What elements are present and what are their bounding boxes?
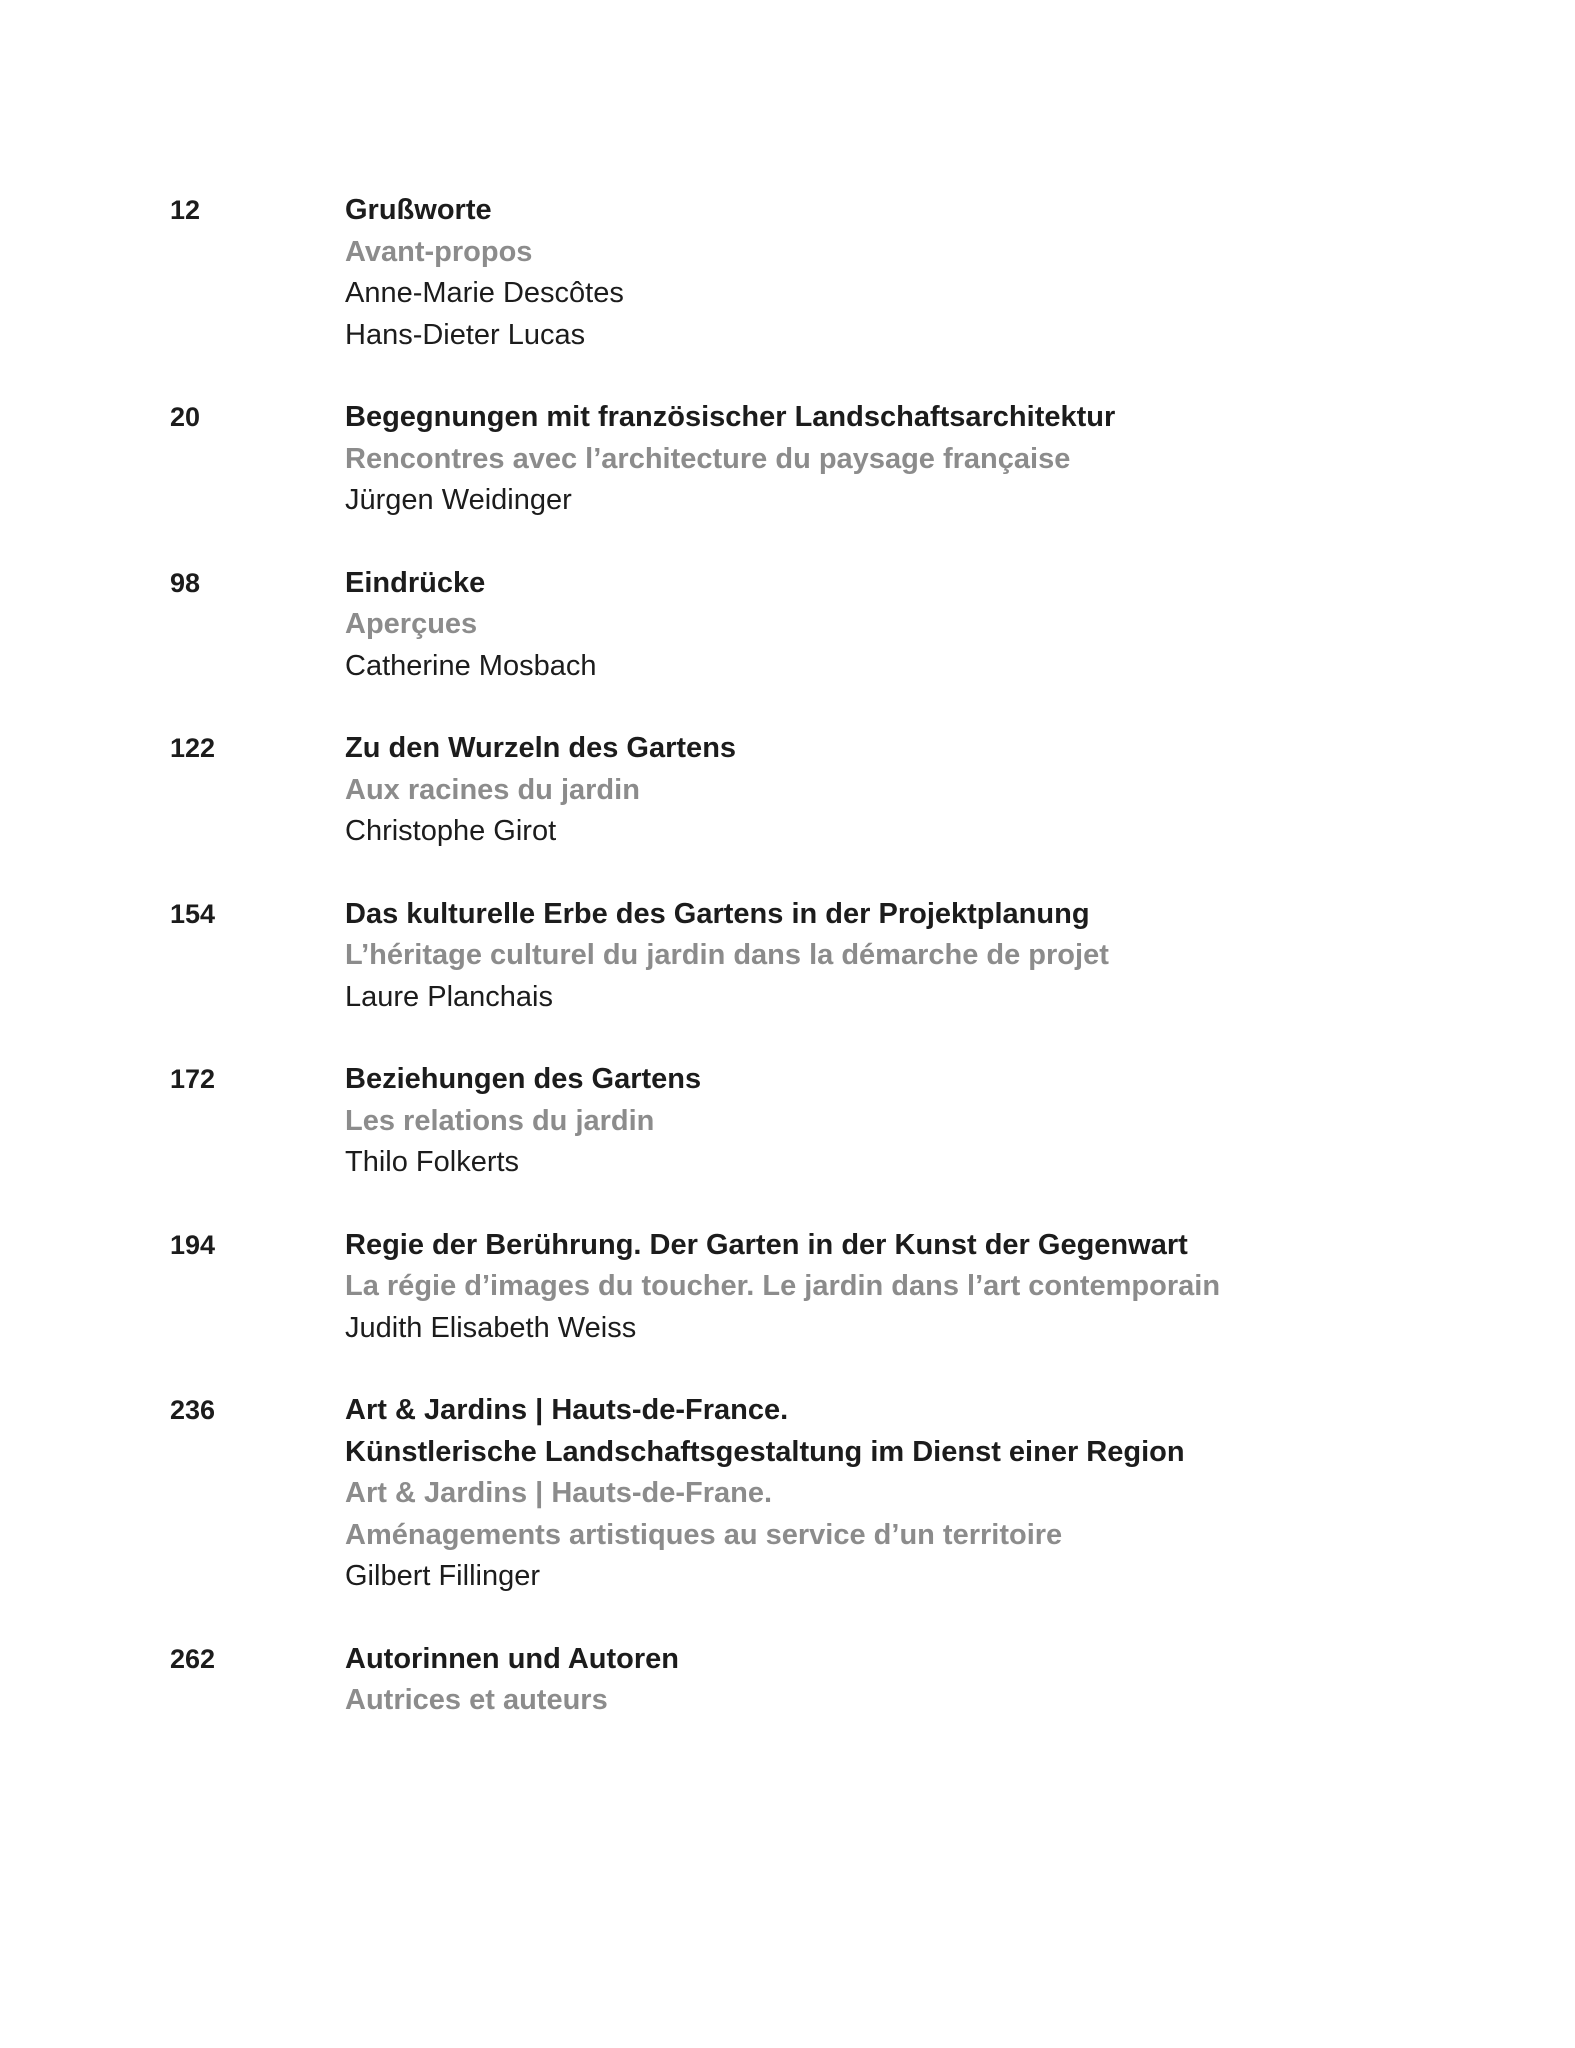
page-number: 172 bbox=[170, 1064, 216, 1094]
german-title: Art & Jardins | Hauts-de-France. bbox=[345, 1394, 789, 1426]
german-title: Zu den Wurzeln des Gartens bbox=[345, 732, 737, 764]
entry-body bbox=[345, 563, 1470, 688]
french-title: Avant-propos bbox=[345, 235, 533, 268]
french-title: Art & Jardins | Hauts-de-Frane. bbox=[345, 1477, 773, 1509]
entry-body bbox=[345, 190, 1470, 356]
french-subtitle: Aménagements artistiques au service d’un territoire bbox=[345, 1518, 1063, 1551]
german-title: Begegnungen mit französischer Landschaftsarchitektur bbox=[345, 401, 1116, 433]
page-number: 194 bbox=[170, 1229, 216, 1260]
entry-body bbox=[345, 1059, 1470, 1184]
entry-body bbox=[345, 1639, 1470, 1722]
author-name: Thilo Folkerts bbox=[345, 1146, 520, 1178]
german-subtitle: Künstlerische Landschaftsgestaltung im Dienst einer Region bbox=[345, 1435, 1185, 1468]
toc-entry[interactable] bbox=[170, 190, 1470, 356]
german-title: Autorinnen und Autoren bbox=[345, 1642, 679, 1675]
author-name: Christophe Girot bbox=[345, 815, 557, 847]
entry-body bbox=[345, 1225, 1470, 1350]
toc-entry[interactable] bbox=[170, 1390, 1470, 1598]
german-title: Regie der Berührung. Der Garten in der Kunst der Gegenwart bbox=[345, 1228, 1188, 1261]
table-of-contents bbox=[170, 190, 1470, 1763]
toc-entry[interactable] bbox=[170, 563, 1470, 688]
page-number: 154 bbox=[170, 898, 216, 929]
author-name: Hans-Dieter Lucas bbox=[345, 318, 586, 351]
french-title: La régie d’images du toucher. Le jardin dans l’art contemporain bbox=[345, 1270, 1221, 1302]
german-title: Grußworte bbox=[345, 194, 492, 226]
german-title: Beziehungen des Gartens bbox=[345, 1063, 702, 1095]
french-title: Les relations du jardin bbox=[345, 1104, 655, 1137]
entry-body bbox=[345, 397, 1470, 522]
page-number: 20 bbox=[170, 402, 201, 432]
french-title: Aperçues bbox=[345, 608, 478, 640]
page-number: 98 bbox=[170, 567, 201, 598]
page-number: 262 bbox=[170, 1643, 216, 1674]
author-name: Catherine Mosbach bbox=[345, 649, 597, 682]
author-name: Judith Elisabeth Weiss bbox=[345, 1311, 637, 1344]
toc-entry[interactable] bbox=[170, 397, 1470, 522]
page-number: 236 bbox=[170, 1395, 216, 1425]
french-title: L’héritage culturel du jardin dans la démarche de projet bbox=[345, 939, 1109, 971]
author-name: Jürgen Weidinger bbox=[345, 484, 572, 516]
entry-body bbox=[345, 894, 1470, 1019]
french-title: Autrices et auteurs bbox=[345, 1684, 608, 1716]
entry-body bbox=[345, 728, 1470, 853]
toc-entry[interactable] bbox=[170, 1225, 1470, 1350]
author-name: Anne-Marie Descôtes bbox=[345, 277, 624, 309]
french-title: Aux racines du jardin bbox=[345, 773, 640, 806]
toc-entry[interactable] bbox=[170, 894, 1470, 1019]
entry-body bbox=[345, 1390, 1470, 1598]
german-title: Das kulturelle Erbe des Gartens in der Projektplanung bbox=[345, 897, 1090, 930]
author-name: Laure Planchais bbox=[345, 980, 553, 1013]
german-title: Eindrücke bbox=[345, 566, 486, 599]
page-number: 12 bbox=[170, 195, 201, 225]
toc-entry[interactable] bbox=[170, 1639, 1470, 1722]
toc-entry[interactable] bbox=[170, 1059, 1470, 1184]
toc-entry[interactable] bbox=[170, 728, 1470, 853]
french-title: Rencontres avec l’architecture du paysage française bbox=[345, 442, 1071, 475]
author-name: Gilbert Fillinger bbox=[345, 1560, 540, 1592]
page-number: 122 bbox=[170, 733, 216, 763]
